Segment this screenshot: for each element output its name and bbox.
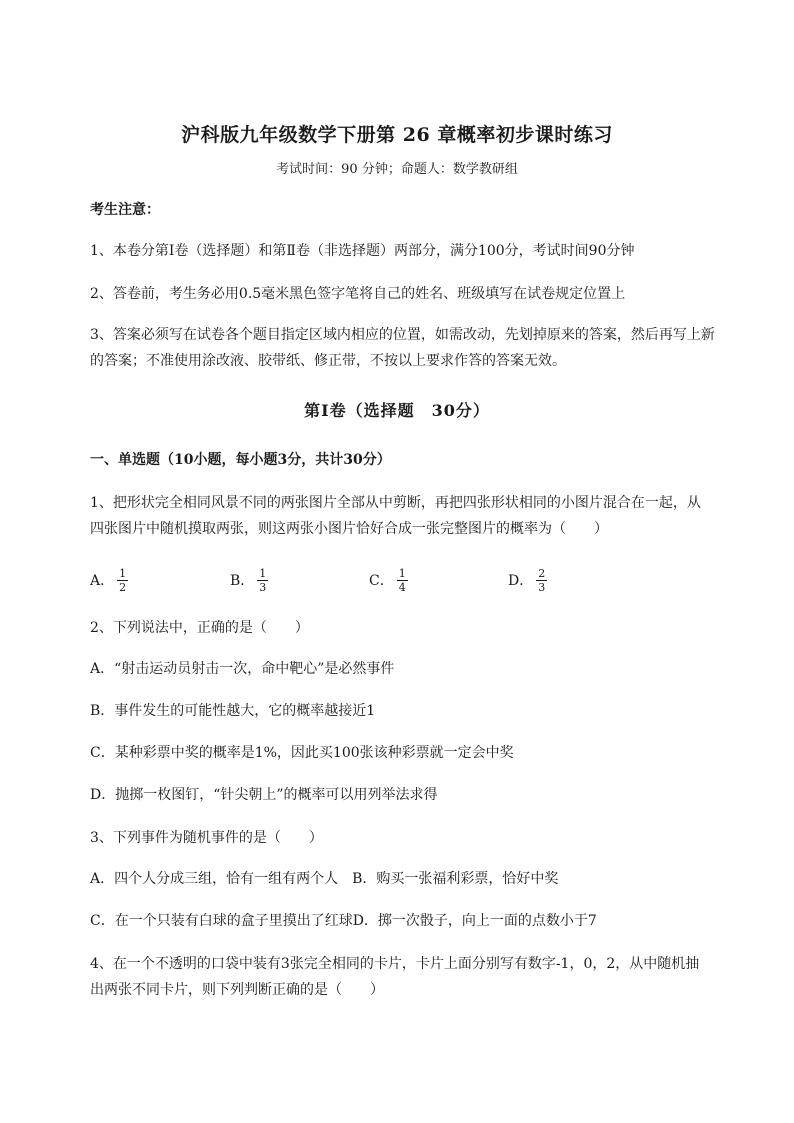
fraction: [397, 567, 408, 594]
numerator: 1: [398, 566, 406, 580]
q3-options-ab: A．四个人分成三组，恰有一组有两个人 B．购买一张福利彩票，恰好中奖: [90, 871, 559, 887]
q2-option-d: D．抛掷一枚图钉，“针尖朝上”的概率可以用列举法求得: [90, 787, 438, 803]
q2-option-a: A．“射击运动员射击一次，命中靶心”是必然事件: [90, 661, 395, 677]
q1-option-b: [230, 562, 268, 598]
q1-options: [90, 562, 690, 598]
q4-stem-line1: 4、在一个不透明的口袋中装有3张完全相同的卡片，卡片上面分别写有数字-1，0，2，从中随机抽: [90, 956, 700, 972]
part-heading: 一、单选题（10小题，每小题3分，共计30分）: [90, 452, 391, 468]
q3-stem: 3、下列事件为随机事件的是（ ）: [90, 830, 323, 846]
q2-stem: 2、下列说法中，正确的是（ ）: [90, 620, 309, 636]
q4-stem-line2: 出两张不同卡片，则下列判断正确的是（ ）: [90, 982, 384, 998]
notice-item-3: 3、答案必须写在试卷各个题目指定区域内相应的位置，如需改动，先划掉原来的答案，然后再写上新: [90, 327, 715, 343]
numerator: 1: [259, 566, 267, 580]
q3-options-cd: C．在一个只装有白球的盒子里摸出了红球D．掷一次骰子，向上一面的点数小于7: [90, 913, 597, 929]
numerator: 1: [119, 566, 127, 580]
fraction: [117, 567, 128, 594]
option-label: C．: [369, 573, 394, 589]
denominator: 3: [538, 580, 546, 594]
denominator: 3: [259, 580, 267, 594]
option-label: D．: [508, 573, 534, 589]
q2-option-c: C．某种彩票中奖的概率是1%，因此买100张该种彩票就一定会中奖: [90, 745, 514, 761]
option-label: A．: [90, 573, 115, 589]
q1-option-d: [508, 562, 547, 598]
notice-item-2: 2、答卷前，考生务必用0.5毫米黑色签字笔将自己的姓名、班级填写在试卷规定位置上: [90, 286, 626, 302]
q2-option-b: B．事件发生的可能性越大，它的概率越接近1: [90, 703, 376, 719]
q1-stem-line1: 1、把形状完全相同风景不同的两张图片全部从中剪断，再把四张形状相同的小图片混合在一起，从: [90, 495, 701, 511]
section-title: 第Ⅰ卷（选择题 30分）: [304, 401, 490, 420]
numerator: 2: [538, 566, 546, 580]
q1-option-c: [369, 562, 408, 598]
page-title: 沪科版九年级数学下册第 26 章概率初步课时练习: [181, 124, 613, 146]
fraction: [536, 567, 547, 594]
q1-option-a: [90, 562, 128, 598]
denominator: 4: [398, 580, 406, 594]
exam-info: 考试时间：90 分钟；命题人：数学教研组: [276, 162, 518, 177]
notice-heading: 考生注意：: [90, 202, 160, 218]
option-label: B．: [230, 573, 255, 589]
denominator: 2: [119, 580, 127, 594]
notice-item-1: 1、本卷分第Ⅰ卷（选择题）和第Ⅱ卷（非选择题）两部分，满分100分，考试时间90分钟: [90, 243, 635, 259]
q1-stem-line2: 四张图片中随机摸取两张，则这两张小图片恰好合成一张完整图片的概率为（ ）: [90, 521, 608, 537]
notice-item-3-cont: 的答案；不准使用涂改液、胶带纸、修正带，不按以上要求作答的答案无效。: [90, 353, 566, 369]
fraction: [257, 567, 268, 594]
